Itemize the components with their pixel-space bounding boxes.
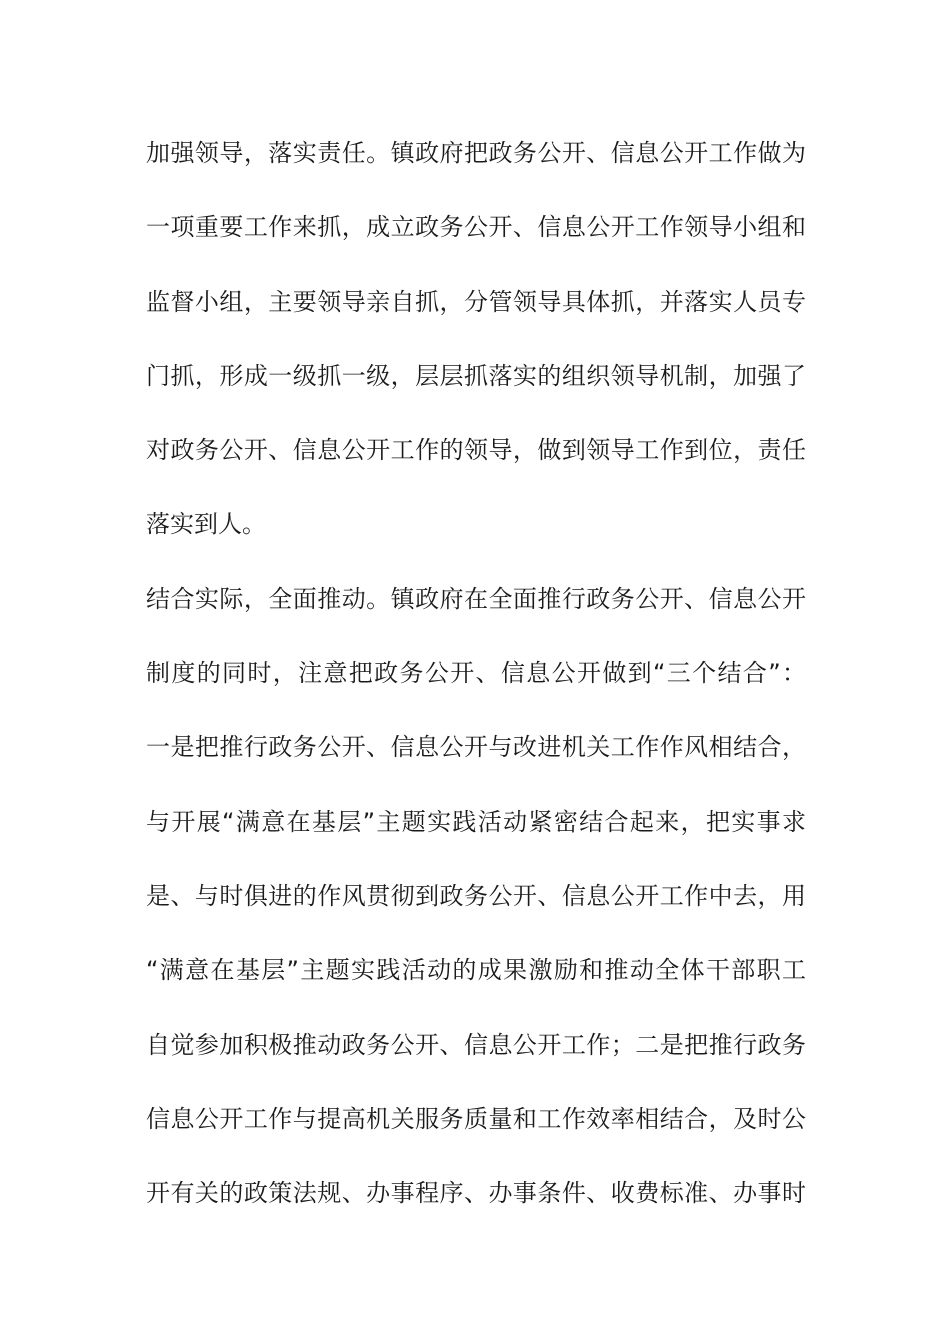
text-line: 结合实际，全面推动。镇政府在全面推行政务公开、信息公开: [146, 584, 806, 613]
text-line: 自觉参加积极推动政务公开、信息公开工作；二是把推行政务: [146, 1030, 806, 1059]
text-line: 对政务公开、信息公开工作的领导，做到领导工作到位，责任: [146, 436, 806, 465]
text-line: 加强领导，落实责任。镇政府把政务公开、信息公开工作做为: [146, 139, 806, 167]
text-line: 制度的同时，注意把政务公开、信息公开做到“三个结合”：: [146, 659, 806, 688]
text-line: 门抓，形成一级抓一级，层层抓落实的组织领导机制，加强了: [146, 361, 806, 390]
text-line: 信息公开工作与提高机关服务质量和工作效率相结合，及时公: [146, 1104, 806, 1133]
text-line: 与开展“满意在基层”主题实践活动紧密结合起来，把实事求: [146, 807, 806, 836]
paragraph-leadership-responsibility: [146, 131, 806, 577]
text-line: 一是把推行政务公开、信息公开与改进机关工作作风相结合，: [146, 733, 806, 762]
text-line: 监督小组，主要领导亲自抓，分管领导具体抓，并落实人员专: [146, 287, 806, 316]
text-line: 一项重要工作来抓，成立政务公开、信息公开工作领导小组和: [146, 213, 806, 242]
text-line: 落实到人。: [146, 510, 266, 539]
paragraph-combine-practice: [146, 577, 806, 1246]
text-line: 是、与时俱进的作风贯彻到政务公开、信息公开工作中去，用: [146, 881, 806, 910]
text-line: “满意在基层”主题实践活动的成果激励和推动全体干部职工: [146, 956, 806, 985]
text-line: 开有关的政策法规、办事程序、办事条件、收费标准、办事时: [146, 1179, 806, 1208]
document-body: [146, 131, 806, 1245]
